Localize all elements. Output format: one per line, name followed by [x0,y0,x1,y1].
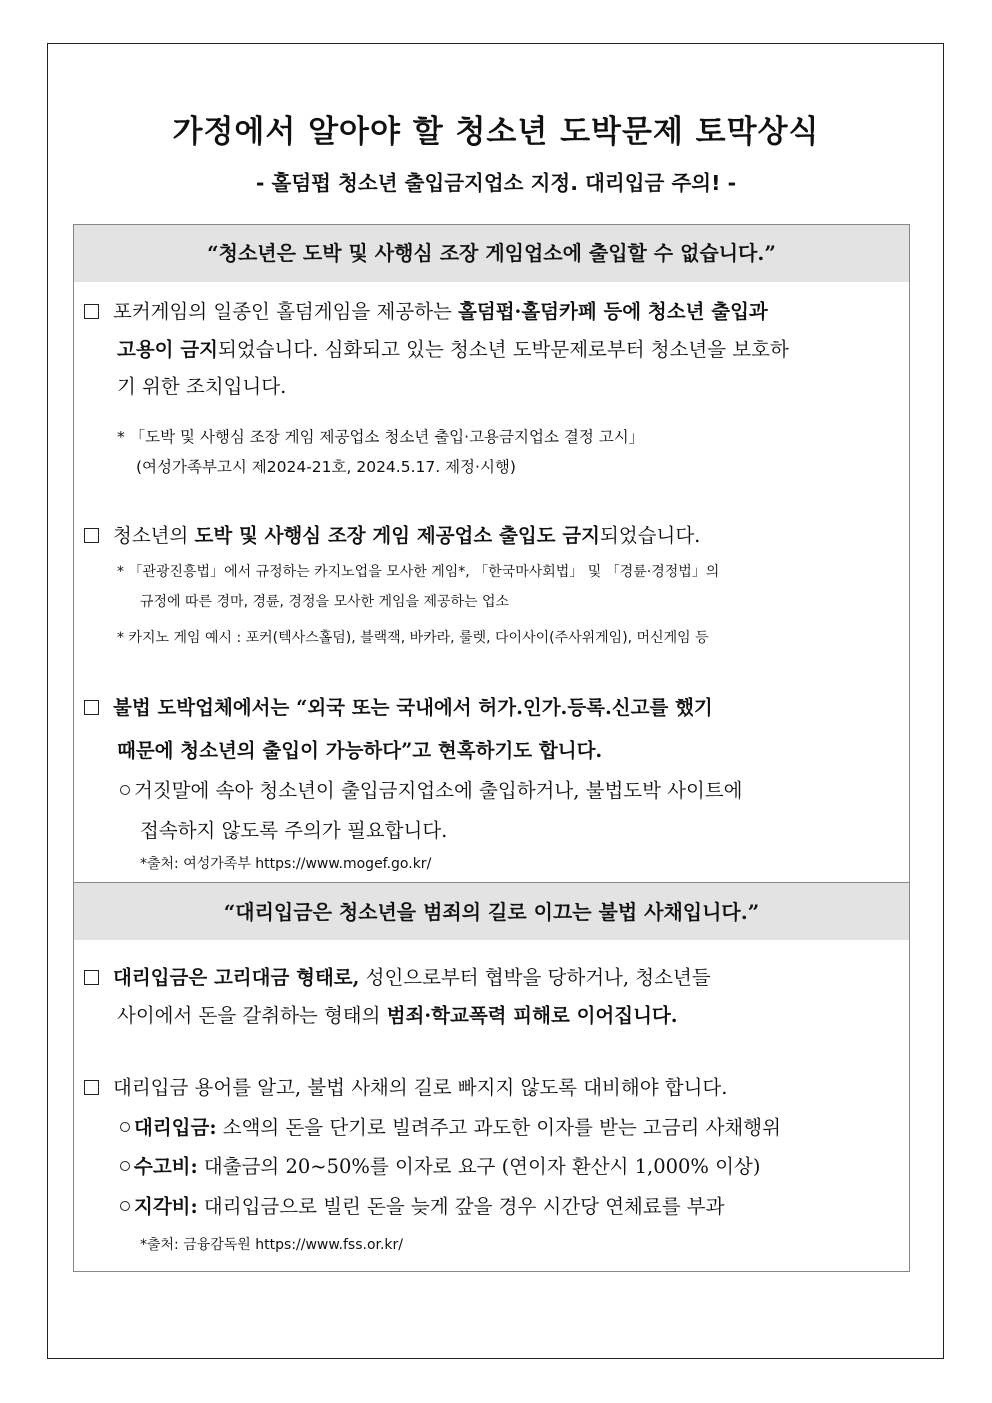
checkbox-icon [84,528,99,543]
checkbox-icon [84,304,99,319]
section1-banner: “청소년은 도박 및 사행심 조장 게임업소에 출입할 수 없습니다.” [74,225,909,282]
section1-item1-line2: 고용이 금지되었습니다. 심화되고 있는 청소년 도박문제로부터 청소년을 보호하 [117,338,789,361]
section1-item1-line3: 기 위한 조치입니다. [117,375,287,398]
section1-item2-note2: 규정에 따른 경마, 경륜, 경정을 모사한 게임을 제공하는 업소 [140,594,510,610]
section1-source: *출처: 여성가족부 https://www.mogef.go.kr/ [140,856,432,872]
page-subtitle: - 홀덤펍 청소년 출입금지업소 지정. 대리입금 주의! - [255,171,737,195]
page-title: 가정에서 알아야 할 청소년 도박문제 토막상식 [172,114,820,150]
section1-item1-note2: (여성가족부고시 제2024-21호, 2024.5.17. 제정·시행) [136,458,516,476]
section1-item2-line1: 청소년의 도박 및 사행심 조장 게임 제공업소 출입도 금지되었습니다. [84,520,700,548]
circle-bullet-icon [120,785,130,795]
circle-bullet-icon [120,1201,130,1211]
section1-item2-note3: * 카지노 게임 예시 : 포커(텍사스홀덤), 블랙잭, 바카라, 룰렛, 다이사이(주사위게임), 머신게임 등 [117,630,709,646]
section2-item2-line1: 대리입금 용어를 알고, 불법 사채의 길로 빠지지 않도록 대비해야 합니다. [84,1072,727,1100]
section2-term-sugobi: 수고비: 대출금의 20~50%를 이자로 요구 (연이자 환산시 1,000% 이상) [120,1151,760,1179]
section1-item3-sub2: 접속하지 않도록 주의가 필요합니다. [140,819,448,842]
checkbox-icon [84,970,99,985]
section2-source: *출처: 금융감독원 https://www.fss.or.kr/ [140,1237,404,1253]
section2-item1-line1: 대리입금은 고리대금 형태로, 성인으로부터 협박을 당하거나, 청소년들 [84,962,711,990]
section2-banner: “대리입금은 청소년을 범죄의 길로 이끄는 불법 사채입니다.” [74,882,909,940]
section1-item3-line2: 때문에 청소년의 출입이 가능하다”고 현혹하기도 합니다. [117,739,603,762]
section2-item1-line2: 사이에서 돈을 갈취하는 형태의 범죄·학교폭력 피해로 이어집니다. [117,1004,678,1027]
section1-item1-line1: 포커게임의 일종인 홀덤게임을 제공하는 홀덤펍·홀덤카페 등에 청소년 출입과 [84,296,768,324]
section1-item2-note1: * 「관광진흥법」에서 규정하는 카지노업을 모사한 게임*, 「한국마사회법」 및 「경륜·경정법」의 [117,564,720,580]
section1-item3-line1: 불법 도박업체에서는 “외국 또는 국내에서 허가.인가.등록.신고를 했기 [84,692,713,720]
circle-bullet-icon [120,1161,130,1171]
section1-item3-sub1: 거짓말에 속아 청소년이 출입금지업소에 출입하거나, 불법도박 사이트에 [120,775,743,803]
section2-term-jigakbi: 지각비: 대리입금으로 빌린 돈을 늦게 갚을 경우 시간당 연체료를 부과 [120,1191,724,1219]
circle-bullet-icon [120,1122,130,1132]
section1-item1-note1: * 「도박 및 사행심 조장 게임 제공업소 청소년 출입·고용금지업소 결정 고시」 [117,428,645,446]
checkbox-icon [84,1080,99,1095]
section2-term-daeri: 대리입금: 소액의 돈을 단기로 빌려주고 과도한 이자를 받는 고금리 사채행위 [120,1112,781,1140]
checkbox-icon [84,700,99,715]
